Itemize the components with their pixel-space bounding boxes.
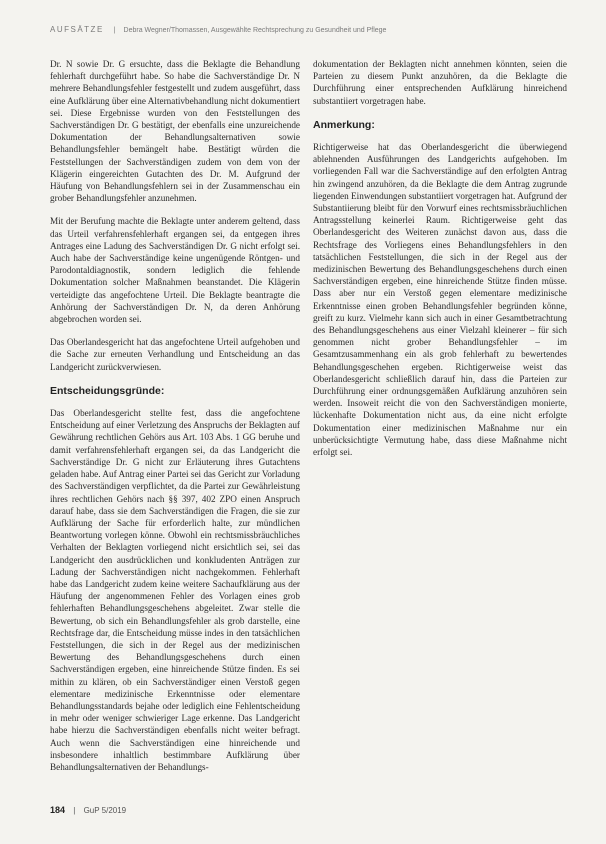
left-paragraph-3: Das Oberlandesgericht hat das angefochtene Urteil aufgehoben und die Sache zur erneuten Verhandlung und Entscheidung an das Landgericht zurückverwiesen. (50, 337, 300, 372)
running-title: Debra Wegner/Thomassen, Ausgewählte Rechtsprechung zu Gesundheit und Pflege (123, 27, 387, 34)
footer-separator: | (73, 806, 76, 815)
page-number: 184 (50, 805, 66, 815)
section-heading-decision: Entscheidungsgründe: (50, 384, 165, 397)
running-header (50, 25, 570, 39)
page-footer (50, 805, 250, 819)
right-paragraph-2: Richtigerweise hat das Oberlandesgericht die überwiegend ablehnenden Ausführungen des Landgerichts aufgehoben. Im vorliegenden Fall war die Sachverständige auf den erfolgten Antrag hin zwingend anzuhören, da die Beklagte die dem Antrag zugrunde liegenden Einwendungen substantiiert vorgetragen hat. Aufgrund der Substantiierung bleibt für den Vorwurf eines rechtsmissbräuchlichen Antragsstellung keinerlei Raum. Richtigerweise geht das Oberlandesgericht des Weiteren zunächst davon aus, dass die Rechtsfrage des Vorliegens eines Behandlungsfehlers in den tatsächlichen Feststellungen, die sich in der Regel aus der medizinischen Bewertung des Behandlungsgeschehens durch einen Sachverständigen ergeben, eine hinreichende Stütze finden müsse. Dass aber nur ein Verstoß gegen elementare medizinische Erkenntnisse einen groben Behandlungsfehler begründen könne, greift zu kurz. Vielmehr kann sich auch in einer Gesamtbetrachtung des Behandlungsgeschehens aus einer Vielzahl kleinerer – für sich genommen nicht grober Behandlungsfehler – im Gesamtzusammenhang ein als grob fehlerhaft zu bewertendes Behandlungsgeschehen ergeben. Richtigerweise weist das Oberlandesgericht schließlich darauf hin, dass die Parteien zur Durchführung einer ordnungsgemäßen Aufklärung anzuhören sein werden. Insoweit reicht die von den Sachverständigen monierte, lückenhafte Dokumentation nicht aus, da eine nicht erfolgte Dokumentation einer medizinischen Maßnahme nur ein unberücksichtigte Vermutung habe, dass diese Maßnahme nicht erfolgt sei. (313, 142, 567, 458)
left-paragraph-2: Mit der Berufung machte die Beklagte unter anderem geltend, dass das Urteil verfahrensfehlerhaft ergangen sei, da entgegen ihres Antrages eine Ladung des Sachverständigen Dr. G nicht erfolgt sei. Auch habe der Sachverständige keine ungenügende Röntgen- und Parodontaldiagnostik, sondern lediglich die fehlende Dokumentation solcher Maßnahmen beanstandet. Die Klägerin verteidigte das angefochtene Urteil. Die Beklagte beantragte die Anhörung der Sachverständigen Dr. N, da deren Anhörung abgebrochen worden sei. (50, 216, 300, 325)
section-label: AUFSÄTZE (50, 25, 104, 34)
left-paragraph-1: Dr. N sowie Dr. G ersuchte, dass die Beklagte die Behandlung fehlerhaft durchgeführt habe. So habe die Sachverständige Dr. N mehrere Behandlungsfehler festgestellt und zudem ausgeführt, dass eine Aufklärung über eine Alternativbehandlung nicht dokumentiert sei. Diese Ergebnisse wurden von den Feststellungen des Sachverständigen Dr. G bestätigt, der ebenfalls eine unzureichende Dokumentation der Behandlungsalternativen sowie Behandlungsfehler bemängelt habe. Bestätigt würden die Feststellungen der Sachverständigen zudem von dem von der Klägerin eingereichten Gutachten des Dr. M. Aufgrund der Häufung von Behandlungsfehlern sei in der Zusammenschau ein grober Behandlungsfehler anzunehmen. (50, 59, 300, 204)
left-column (50, 58, 300, 784)
header-separator: | (113, 27, 116, 34)
journal-issue: GuP 5/2019 (83, 806, 127, 815)
right-paragraph-1: dokumentation der Beklagten nicht annehmen könnten, seien die Parteien zu diesem Punkt anzuhören, da die Beklagte die Durchführung einer entsprechenden Aufklärung hinreichend substantiiert vorgetragen habe. (313, 59, 567, 106)
right-column (313, 58, 567, 469)
left-paragraph-4: Das Oberlandesgericht stellte fest, dass die angefochtene Entscheidung auf einer Verletzung des Anspruchs der Beklagten auf Gewährung rechtlichen Gehörs aus Art. 103 Abs. 1 GG beruhe und damit verfahrensfehlerhaft ergangen sei, da das Landgericht die Sachverständige Dr. G nicht zur Erläuterung ihres Gutachtens geladen habe. Auf Antrag einer Partei sei das Gericht zur Vorladung des Sachverständigen verpflichtet, da die Partei zur Gewährleistung ihres rechtlichen Gehörs nach §§ 397, 402 ZPO einen Anspruch darauf habe, dass sie dem Sachverständigen die Fragen, die sie zur Aufklärung der Sache für erforderlich halte, zur mündlichen Beantwortung vorlegen könne. Obwohl ein rechtsmissbräuchliches Verhalten der Beklagten vorliegend nicht ersichtlich sei, sei das Landgericht den ausdrücklichen und konkludenten Anträgen zur Ladung der Sachverständigen nicht nachgekommen. Fehlerhaft habe das Landgericht zudem keine weitere Sachaufklärung aus der Häufung der angenommenen Fehler des Vorlagen eines grob fehlerhaften Behandlungsgeschehens abgeleitet. Zwar stelle die Bewertung, ob sich ein Behandlungsfehler als grob darstelle, eine Rechtsfrage dar, die Entscheidung müsse indes in den tatsächlichen Feststellungen, die sich in der Regel aus der medizinischen Bewertung des Behandlungsgeschehens durch einen Sachverständigen ergeben, eine hinreichende Stütze finden. Es sei mithin zu klären, ob ein Sachverständiger einen Verstoß gegen elementare medizinische Erkenntnisse oder elementare Behandlungsstandards bejahe oder lediglich eine Fehlentscheidung in mehr oder weniger schwieriger Lage erkenne. Das Landgericht habe hierzu die Sachverständigen ebenfalls nicht weiter befragt. Auch wenn die Sachverständigen eine hinreichende und insbesondere inhaltlich bestimmbare Aufklärung über Behandlungsalternativen der Behandlungs- (50, 408, 300, 772)
section-heading-note: Anmerkung: (313, 118, 375, 131)
